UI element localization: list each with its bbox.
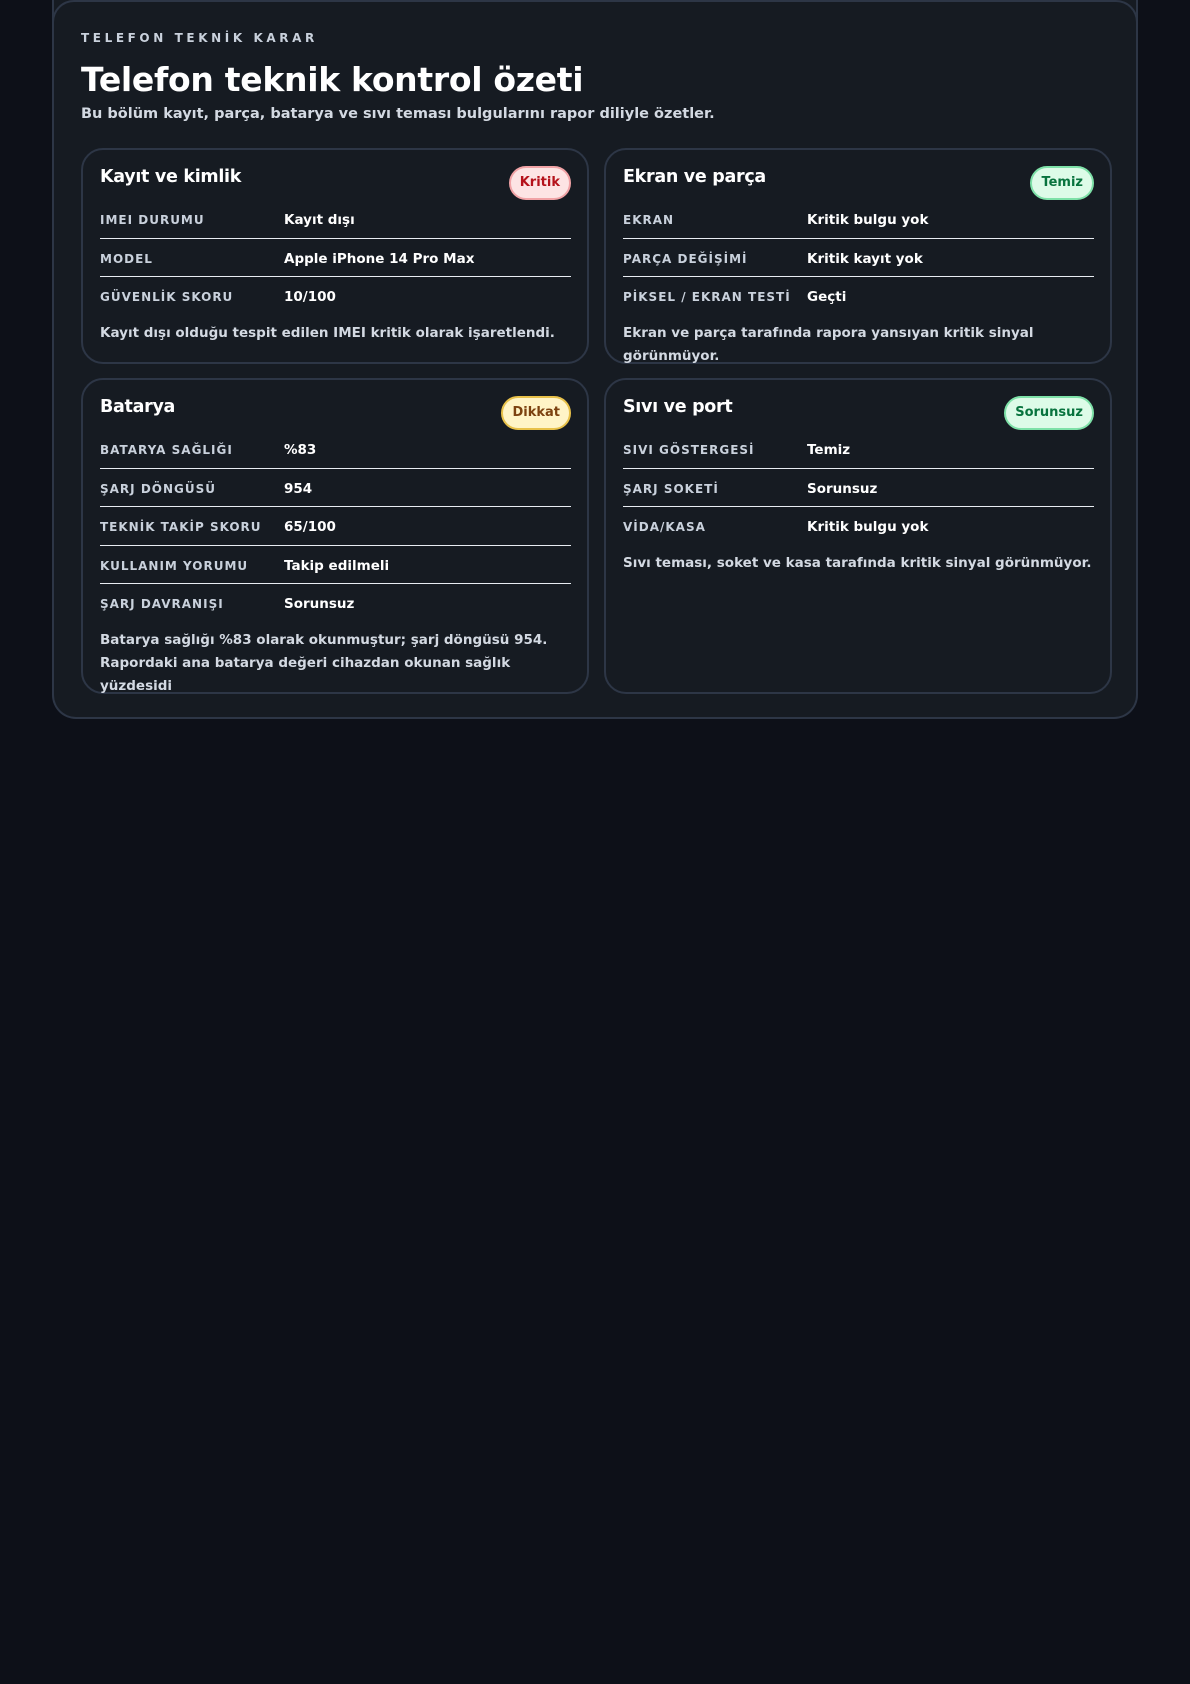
row-value: 65/100 [284,519,336,535]
status-badge-no-issue: Sorunsuz [1004,396,1094,430]
row-value: %83 [284,442,317,458]
page-title: Telefon teknik kontrol özeti [81,60,584,99]
row-label: TEKNİK TAKİP SKORU [100,520,262,534]
row-label: VİDA/KASA [623,520,706,534]
card-note: Sıvı teması, soket ve kasa tarafında kritik sinyal görünmüyor. [623,554,1092,571]
row-value: Takip edilmeli [284,557,390,574]
row-label: GÜVENLİK SKORU [100,290,234,304]
status-badge-warning: Dikkat [501,396,571,430]
card-note: Kayıt dışı olduğu tespit edilen IMEI kritik olarak işaretlendi. [100,324,555,341]
row-value: Kritik kayıt yok [807,250,923,267]
row-value: Sorunsuz [284,596,355,612]
status-badge-clean: Temiz [1030,166,1094,200]
card-title: Ekran ve parça [623,167,766,187]
row-label: ŞARJ SOKETİ [623,481,719,496]
card-title: Kayıt ve kimlik [100,167,242,187]
row-value: Sorunsuz [807,480,878,497]
info-row-security-score [100,277,571,316]
row-value: 10/100 [284,289,336,305]
row-label: PİKSEL / EKRAN TESTİ [623,290,791,304]
card-liquid-port [604,378,1112,694]
row-value: Geçti [807,289,847,305]
card-title: Batarya [100,397,176,417]
row-value: Apple iPhone 14 Pro Max [284,250,475,267]
card-screen-parts [604,148,1112,364]
row-label: EKRAN [623,213,675,227]
row-value: Kritik bulgu yok [807,519,929,535]
info-row-tracking-score [100,507,571,546]
row-label: SIVI GÖSTERGESİ [623,443,755,457]
section-eyebrow: TELEFON TEKNİK KARAR [81,31,318,45]
row-label: KULLANIM YORUMU [100,558,249,573]
card-battery [81,378,589,694]
info-row-screen [623,200,1094,239]
info-row-imei-status [100,200,571,239]
info-row-screw-case [623,507,1094,546]
row-label: IMEI DURUMU [100,213,205,227]
info-row-liquid-indicator [623,430,1094,469]
info-row-part-replacement [623,239,1094,278]
card-note: Ekran ve parça tarafında rapora yansıyan kritik sinyal görünmüyor. [623,324,1034,364]
info-row-pixel-test [623,277,1094,316]
row-label: PARÇA DEĞİŞİMİ [623,251,748,266]
info-row-model [100,239,571,278]
page-subtitle: Bu bölüm kayıt, parça, batarya ve sıvı teması bulgularını rapor diliyle özetler. [81,106,715,122]
row-value: Temiz [807,442,851,458]
row-value: Kayıt dışı [284,212,355,228]
card-registration-identity [81,148,589,364]
card-title: Sıvı ve port [623,397,733,417]
technical-report-panel [52,0,1138,719]
info-row-battery-health [100,430,571,469]
info-row-charge-cycle [100,469,571,508]
row-value: Kritik bulgu yok [807,212,929,228]
status-badge-critical: Kritik [509,166,571,200]
row-label: ŞARJ DAVRANIŞI [100,597,224,611]
info-row-usage-comment [100,546,571,585]
info-row-charge-behavior [100,584,571,623]
card-note: Batarya sağlığı %83 olarak okunmuştur; şarj döngüsü 954. Rapordaki ana batarya değeri cihazdan okunan sağlık yüzdesidi [100,631,548,694]
row-label: MODEL [100,251,153,266]
row-label: ŞARJ DÖNGÜSÜ [100,481,216,496]
info-row-charging-socket [623,469,1094,508]
row-label: BATARYA SAĞLIĞI [100,443,233,457]
row-value: 954 [284,480,313,497]
